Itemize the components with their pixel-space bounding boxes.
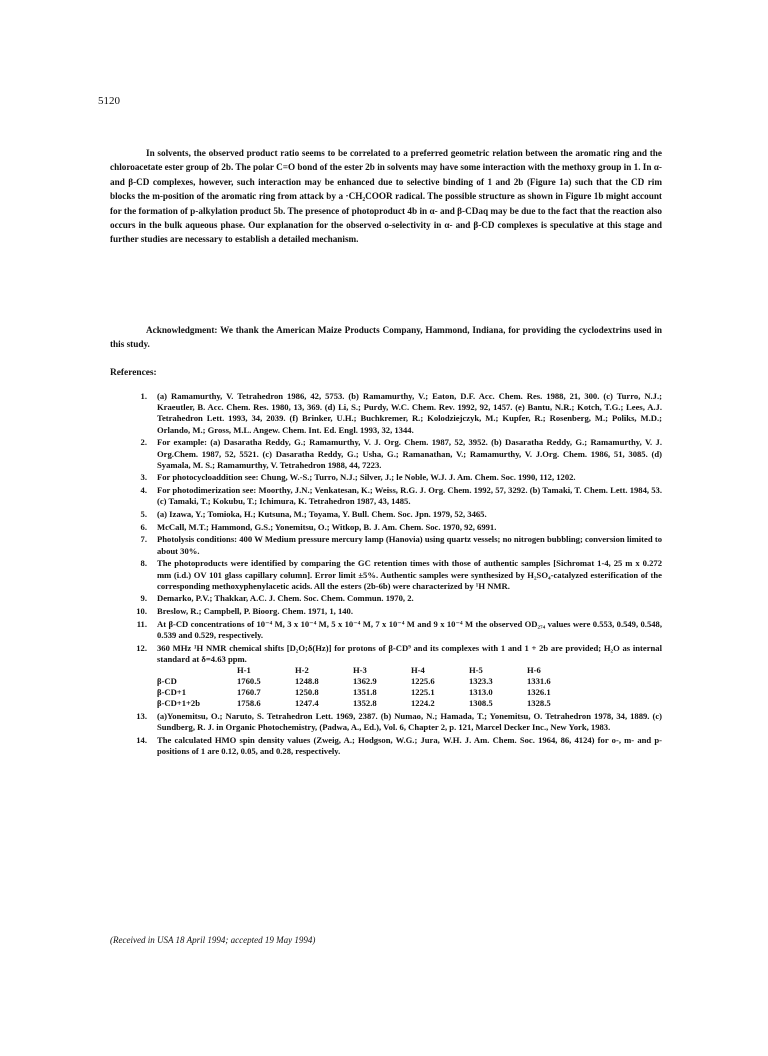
- nmr-header-row: [157, 665, 585, 676]
- nmr-shift-table: [157, 665, 585, 709]
- reference-text: Photolysis conditions: 400 W Medium pressure mercury lamp (Hanovia) using quartz vessels; no nitrogen bubbling; conversion limited to about 30%.: [157, 534, 662, 556]
- nmr-header-cell: H-5: [469, 665, 483, 676]
- acknowledgment: Acknowledgment: We thank the American Maize Products Company, Hammond, Indiana, for providing the cyclodextrins used in this study.: [110, 325, 662, 350]
- reference-text: At β-CD concentrations of 10⁻⁴ M, 3 x 10⁻⁴ M, 5 x 10⁻⁴ M, 7 x 10⁻⁴ M and 9 x 10⁻⁴ M the observed OD₂₇₄ values were 0.553, 0.549, 0.548, 0.539 and 0.529, respectively.: [157, 618, 662, 641]
- reference-number: 7.: [140, 534, 147, 545]
- nmr-cell: 1362.9: [353, 676, 377, 687]
- nmr-header-cell: H-4: [411, 665, 425, 676]
- reference-number: 4.: [140, 485, 147, 496]
- body-paragraph: In solvents, the observed product ratio seems to be correlated to a preferred geometric relation between the aromatic ring and the chloroacetate ester group of 2b. The polar C=O bond of the ester 2b in solvents may have some interaction with the methoxy group in 1. In α- and β-CD complexes, however, such interaction may be enhanced due to selective binding of 1 and 2b (Figure 1a) such that the CD rim blocks the m-position of the aromatic ring from attack by a ·CH₂COOR radical. The possible structure as shown in Figure 1b might account for the formation of p-alkylation product 5b. The presence of photoproduct 4b in α- and β-CDaq may be due to the fact that the reaction also occurs in the bulk aqueous phase. Our explanation for the observed o-selectivity in α- and β-CD complexes is speculative at this stage and further studies are necessary to establish a detailed mechanism.: [110, 148, 662, 245]
- page-number: 5120: [98, 95, 120, 107]
- nmr-cell: 1760.7: [237, 687, 261, 698]
- reference-item: [110, 485, 662, 507]
- reference-item: [110, 619, 662, 641]
- nmr-cell: 1758.6: [237, 698, 261, 709]
- nmr-cell: 1326.1: [527, 687, 551, 698]
- reference-text: Breslow, R.; Campbell, P. Bioorg. Chem. 1971, 1, 140.: [157, 606, 353, 617]
- nmr-header-cell: H-2: [295, 665, 309, 676]
- nmr-cell: 1225.1: [411, 687, 435, 698]
- reference-item: [110, 735, 662, 757]
- reference-text: For photodimerization see: Moorthy, J.N.; Venkatesan, K.; Weiss, R.G. J. Org. Chem. 1992, 57, 3292. (b) Tamaki, T. Chem. Lett. 1984, 53. (c) Tamaki, T.; Kokubu, T.; Ichimura, K. Tetrahedron 1987, 43, 1485.: [157, 485, 662, 507]
- reference-text: For photocycloaddition see: Chung, W.-S.; Turro, N.J.; Silver, J.; le Noble, W.J. J. Am. Chem. Soc. 1990, 112, 1202.: [157, 472, 576, 483]
- nmr-cell: 1308.5: [469, 698, 493, 709]
- reference-text: (a) Izawa, Y.; Tomioka, H.; Kutsuna, M.; Toyama, Y. Bull. Chem. Soc. Jpn. 1979, 52, 3465.: [157, 509, 487, 520]
- nmr-cell: 1247.4: [295, 698, 319, 709]
- received-note: (Received in USA 18 April 1994; accepted 19 May 1994): [110, 935, 316, 945]
- reference-number: 8.: [140, 558, 147, 569]
- reference-text: (a) Ramamurthy, V. Tetrahedron 1986, 42, 5753. (b) Ramamurthy, V.; Eaton, D.F. Acc. Chem. Res. 1988, 21, 300. (c) Turro, N.J.; Kraeutler, B. Acc. Chem. Res. 1980, 13, 369. (d) Li, S.; Purdy, W.C. Chem. Rev. 1992, 92, 1457. (e) Bantu, N.R.; Kotch, T.G.; Lees, A.J. Tetrahedron Lett. 1993, 34, 2039. (f) Brinker, U.H.; Buchkremer, R.; Kolodziejczyk, M.; Kupfer, R.; Rosenberg, M.; Poliks, M.D.; Orlando, M.; Gross, M.L. Angew. Chem. Int. Ed. Engl. 1993, 32, 1344.: [157, 391, 662, 435]
- reference-text: The photoproducts were identified by comparing the GC retention times with those of authentic samples [Sichromat 1-4, 25 m x 0.272 mm (i.d.) OV 101 glass capillary column]. Error limit ±5%. Authentic samples were synthesized by H₂SO₄-catalyzed esterification of the corresponding methoxyphenylacetic acids. All the esters (2b-6b) were characterized by ¹H NMR.: [157, 558, 662, 591]
- reference-number: 13.: [136, 710, 147, 721]
- reference-number: 1.: [140, 391, 147, 401]
- nmr-cell: 1250.8: [295, 687, 319, 698]
- nmr-cell: 1328.5: [527, 698, 551, 709]
- reference-item: [110, 711, 662, 733]
- reference-text: The calculated HMO spin density values (Zweig, A.; Hodgson, W.G.; Jura, W.H. J. Am. Chem. Soc. 1964, 86, 4124) for o-, m- and p- positions of 1 are 0.12, 0.05, and 0.28, respectively.: [157, 734, 662, 756]
- reference-number: 3.: [140, 472, 147, 483]
- reference-number: 14.: [136, 734, 147, 745]
- nmr-row-label: β-CD: [157, 676, 177, 687]
- nmr-cell: 1760.5: [237, 676, 261, 687]
- reference-item: [110, 509, 662, 520]
- nmr-cell: 1351.8: [353, 687, 377, 698]
- reference-12-body: [157, 643, 662, 709]
- nmr-header-cell: H-3: [353, 665, 367, 676]
- reference-number: 11.: [136, 618, 147, 629]
- reference-text: McCall, M.T.; Hammond, G.S.; Yonemitsu, O.; Witkop, B. J. Am. Chem. Soc. 1970, 92, 6991.: [157, 521, 497, 532]
- nmr-header-cell: [157, 665, 237, 676]
- reference-item: [110, 606, 662, 617]
- reference-number: 12.: [136, 642, 147, 653]
- reference-number: 5.: [140, 509, 147, 520]
- table-row: [157, 676, 585, 687]
- reference-number: 9.: [140, 593, 147, 604]
- reference-text: Demarko, P.V.; Thakkar, A.C. J. Chem. Soc. Chem. Commun. 1970, 2.: [157, 593, 414, 604]
- nmr-cell: 1248.8: [295, 676, 319, 687]
- reference-item: [110, 643, 662, 709]
- nmr-cell: 1313.0: [469, 687, 493, 698]
- table-row: [157, 687, 585, 698]
- nmr-cell: 1225.6: [411, 676, 435, 687]
- reference-number: 2.: [140, 437, 147, 448]
- reference-item: [110, 437, 662, 471]
- reference-item: [110, 472, 662, 483]
- references-list: [110, 391, 662, 758]
- nmr-header-cell: H-6: [527, 665, 541, 676]
- reference-item: [110, 558, 662, 592]
- nmr-header-cell: H-1: [237, 665, 251, 676]
- reference-item: [110, 593, 662, 604]
- table-row: [157, 698, 585, 709]
- reference-item: [110, 391, 662, 436]
- reference-number: 6.: [140, 521, 147, 532]
- reference-number: 10.: [136, 606, 147, 617]
- reference-text: For example: (a) Dasaratha Reddy, G.; Ramamurthy, V. J. Org. Chem. 1987, 52, 3952. (b) Dasaratha Reddy, G.; Ramamurthy, V. J. Org.Chem. 1987, 52, 5521. (c) Dasaratha Reddy, G.; Usha, G.; Ramanathan, V.; Ramamurthy, V. J.Org. Chem. 1986, 51, 3085. (d) Syamala, M. S.; Ramamurthy, V. Tetrahedron 1988, 44, 7223.: [157, 437, 662, 470]
- reference-text: (a)Yonemitsu, O.; Naruto, S. Tetrahedron Lett. 1969, 2387. (b) Numao, N.; Hamada, T.; Yonemitsu, O. Tetrahedron 1978, 34, 1889. (c) Sundberg, R. J. in Organic Photochemistry, (Padwa, A., Ed.), Vol. 6, Chapter 2, p. 121, Marcel Decker Inc., New York, 1983.: [157, 710, 662, 732]
- reference-item: [110, 522, 662, 533]
- nmr-cell: 1331.6: [527, 676, 551, 687]
- nmr-cell: 1224.2: [411, 698, 435, 709]
- references-heading: References:: [110, 368, 157, 378]
- nmr-row-label: β-CD+1: [157, 687, 186, 698]
- nmr-cell: 1323.3: [469, 676, 493, 687]
- nmr-row-label: β-CD+1+2b: [157, 698, 200, 709]
- reference-item: [110, 534, 662, 556]
- reference-text: 360 MHz ¹H NMR chemical shifts [D₂O;δ(Hz)] for protons of β-CD⁹ and its complexes with 1 and 1 + 2b are provided; H₂O as internal standard at δ=4.63 ppm.: [157, 642, 662, 664]
- nmr-cell: 1352.8: [353, 698, 377, 709]
